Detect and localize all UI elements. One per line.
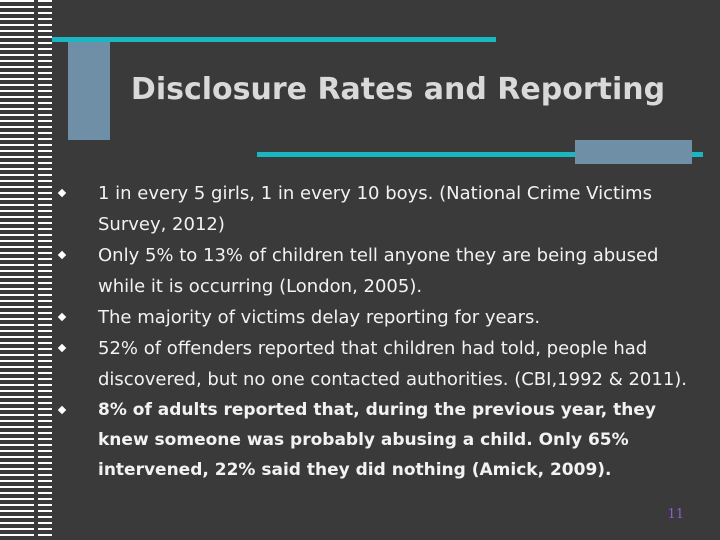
decorative-line-top — [52, 37, 496, 42]
bullet-list — [56, 178, 696, 485]
diamond-bullet-icon — [58, 344, 66, 352]
diamond-bullet-icon — [58, 189, 66, 197]
bullet-text: 52% of offenders reported that children had told, people had discovered, but no one contacted authorities. (CBI,1992 & 2011). — [98, 338, 688, 390]
bullet-item — [56, 395, 696, 485]
bullet-item — [56, 333, 696, 395]
slide-title: Disclosure Rates and Reporting — [130, 72, 666, 107]
decorative-block-right — [575, 140, 692, 164]
decorative-stripes — [0, 0, 52, 540]
bullet-text: 8% of adults reported that, during the previous year, they knew someone was probably abusing a child. Only 65% intervened, 22% said they did nothing (Amick, 2009). — [98, 400, 656, 480]
bullet-item — [56, 240, 696, 302]
decorative-stripes-gap — [34, 0, 38, 540]
bullet-item — [56, 178, 696, 240]
bullet-text: The majority of victims delay reporting for years. — [98, 307, 541, 328]
page-number: 11 — [667, 507, 684, 522]
diamond-bullet-icon — [58, 251, 66, 259]
diamond-bullet-icon — [58, 406, 66, 414]
bullet-text: 1 in every 5 girls, 1 in every 10 boys. (National Crime Victims Survey, 2012) — [98, 183, 652, 235]
diamond-bullet-icon — [58, 313, 66, 321]
bullet-item — [56, 302, 696, 333]
bullet-text: Only 5% to 13% of children tell anyone they are being abused while it is occurring (London, 2005). — [98, 245, 659, 297]
